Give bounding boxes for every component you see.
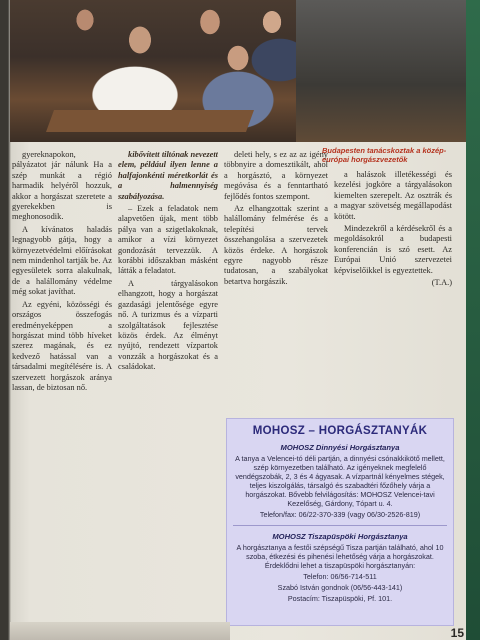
paragraph: – Ezek a feladatok nem alapvetően újak, ment több pálya van a szigetlakoknak, amikor a vízi környezet gondozását tervezzük. A korábbi időszakban másként látták a feladatot. [118, 204, 218, 276]
dinnyes-heading: MOHOSZ Dinnyési Horgásztanya [280, 443, 400, 452]
page-edge-stripe [466, 0, 480, 640]
horgasztanyak-infobox [226, 418, 454, 626]
conference-table [46, 110, 254, 132]
article-column-1 [12, 150, 112, 630]
paragraph: Az egyéni, közösségi és országos összefogás eredményeképpen a horgászat mind több híveket szerez magának, és ez kedvező hatással van a társadalmi megítélésére is. A szervezett horgászok aránya lassan, de biztosan nő. [12, 299, 112, 392]
dinnyes-text: A tanya a Velencei-tó déli partján, a dinnyési csónakkikötő mellett, szép környezetben található. Az igényeknek megfelelő vendégszobák, 2, 3 és 4 ágyasak. A vízpartnál kényelmes stégek, teljes kiszolgálás, társalgó és szabadtéri főzőhely várja a horgászokat. Bővebb felvilágosítás: MOHOSZ Velencei-tavi Kezelőség, Gárdony, Tópart u. 4. [235, 454, 445, 508]
signature: (T.A.) [431, 278, 452, 288]
paragraph: a halászok illetékességi és kezelési jogköre a tárgyalásokon kiemelten szerepelt. Az osztrák és a magyar szövetség megállapodást kötött. [334, 170, 452, 221]
tiszapuspoki-postal: Postacím: Tiszapüspöki, Pf. 101. [287, 594, 393, 603]
dinnyes-phone: Telefon/fax: 06/22-370-339 (vagy 06/30-2526-819) [259, 510, 421, 519]
infobox-title: MOHOSZ – HORGÁSZTANYÁK [252, 425, 428, 437]
paragraph: Mindezekről a kérdésekről és a megoldásokról a budapesti konferencián is szó esett. Az Európai Unió szervezetei képviselőikkel is egyeztettek. [334, 224, 452, 275]
page-number: 15 [450, 626, 464, 640]
conference-photo [10, 0, 466, 142]
photo-background-right [296, 0, 466, 142]
tiszapuspoki-phone: Telefon: 06/56-714-511 [303, 572, 377, 581]
infobox-divider [233, 525, 447, 526]
tiszapuspoki-contact: Szabó István gondnok (06/56-443-141) [277, 583, 403, 592]
paragraph: A kívánatos haladás legnagyobb gátja, hogy a környezetvédelmi előírásokat nem mindenhol tartják be. Az egyesületek sorra alakulnak, de a halállomány védelme még sokat javíthat. [12, 224, 112, 297]
article-column-2 [118, 150, 218, 630]
paragraph: gyereknapokon, pályázatot jár nálunk Ha a szép munkát a régió harmadik helyéről hozzuk, akkor a horgászat szeretete a gyerekekben is meghonosodik. [12, 150, 112, 222]
page-bottom-shadow [10, 622, 230, 640]
tiszapuspoki-heading: MOHOSZ Tiszapüspöki Horgásztanya [272, 532, 408, 541]
photo-caption: Budapesten tanácskoztak a közép-európai horgászvezetők [322, 146, 447, 164]
lead-paragraph: kibővített tiltónak nevezett elem, például ilyen lenne a halfajonkénti méretkorlát és a halmennyiség szabályozása. [118, 150, 218, 201]
article-column-4 [334, 170, 452, 420]
paragraph: A tárgyalásokon elhangzott, hogy a horgászat gazdasági jelentősége egyre nő. A turizmus és a vízparti szolgáltatások fejlesztése közös érdek. Az élményt nyújtó, rendezett vízpartok vonzzák a horgászokat és a családokat. [118, 278, 218, 372]
tiszapuspoki-text: A horgásztanya a festői szépségű Tisza partján található, ahol 10 szoba, étkezési és pihenési lehetőség várja a horgászokat. Érdeklődni lehet a tiszapüspöki horgásztanyán: [236, 543, 444, 570]
paragraph: deleti hely, s ez az az igény többnyire a domesztikált, ahol a horgásztó, a környezet megóvása és a fenntartható fejlődés fontos szempont. [224, 150, 328, 201]
paragraph: Az elhangzottak szerint a halállomány felmérése és a telepítési tervek összehangolása a szervezetek közös érdeke. A horgászok egyre nagyobb része tudatosan, a szabályokat betartva horgászik. [224, 204, 328, 286]
article-column-3 [224, 150, 328, 400]
